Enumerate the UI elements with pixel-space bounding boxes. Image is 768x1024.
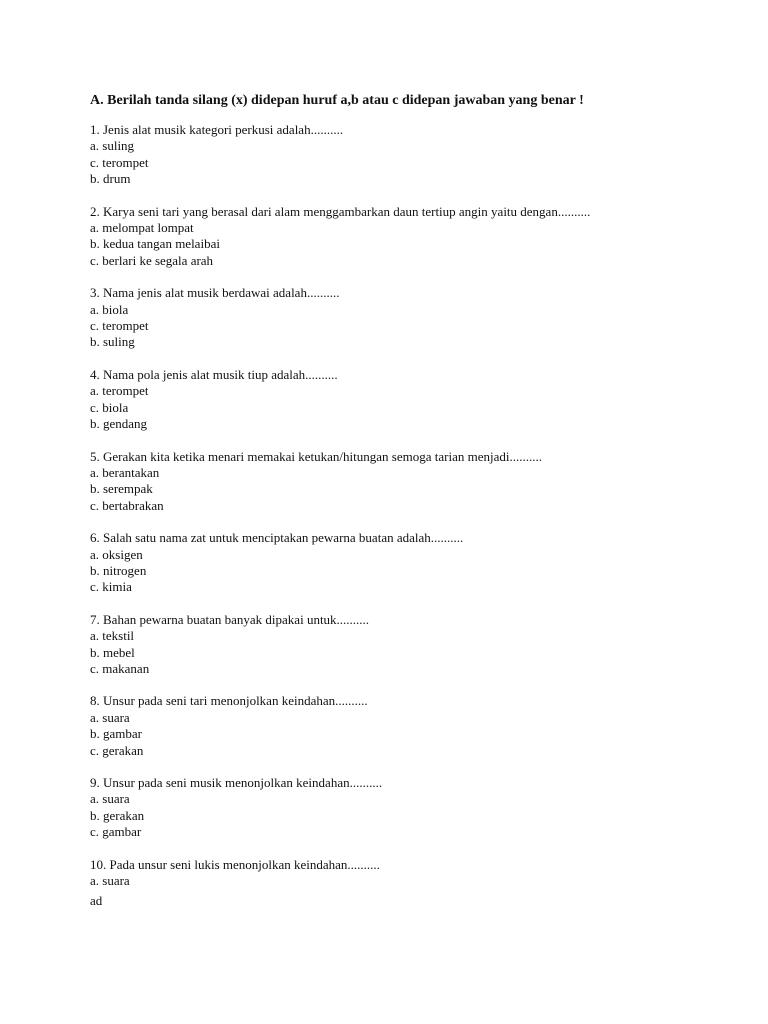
question-4 bbox=[90, 367, 750, 433]
option: c. kimia bbox=[90, 579, 132, 595]
option: c. terompet bbox=[90, 154, 149, 170]
question-text: 8. Unsur pada seni tari menonjolkan keindahan.......... bbox=[90, 693, 368, 709]
question-5 bbox=[90, 449, 750, 515]
question-7 bbox=[90, 612, 750, 678]
option: c. gambar bbox=[90, 824, 142, 840]
question-text: 9. Unsur pada seni musik menonjolkan keindahan.......... bbox=[90, 775, 383, 790]
option: a. berantakan bbox=[90, 464, 160, 480]
question-10 bbox=[90, 857, 750, 890]
option: c. makanan bbox=[90, 660, 150, 676]
question-6 bbox=[90, 530, 750, 596]
question-text: 6. Salah satu nama zat untuk menciptakan pewarna buatan adalah.......... bbox=[90, 530, 464, 546]
trailing-text: ad bbox=[90, 893, 103, 908]
option: c. gerakan bbox=[90, 742, 144, 758]
option: b. suling bbox=[90, 334, 135, 350]
option: b. gendang bbox=[90, 416, 148, 432]
option: a. oksigen bbox=[90, 546, 143, 562]
option: a. suara bbox=[90, 709, 130, 725]
question-9 bbox=[90, 775, 750, 841]
question-1 bbox=[90, 122, 750, 188]
option: c. biola bbox=[90, 399, 129, 415]
option: c. berlari ke segala arah bbox=[90, 252, 214, 268]
option: a. suara bbox=[90, 873, 130, 889]
option: a. biola bbox=[90, 301, 129, 317]
question-text: 2. Karya seni tari yang berasal dari alam menggambarkan daun tertiup angin yaitu dengan.......... bbox=[90, 203, 591, 219]
option: a. melompat lompat bbox=[90, 220, 194, 236]
question-text: 5. Gerakan kita ketika menari memakai ketukan/hitungan semoga tarian menjadi.......... bbox=[90, 448, 542, 464]
option: b. gambar bbox=[90, 726, 142, 742]
question-text: 4. Nama pola jenis alat musik tiup adalah.......... bbox=[90, 366, 338, 382]
option: a. tekstil bbox=[90, 628, 135, 644]
option: b. kedua tangan melaibai bbox=[90, 236, 220, 252]
question-2 bbox=[90, 204, 750, 270]
option: a. suling bbox=[90, 138, 135, 154]
question-text: 7. Bahan pewarna buatan banyak dipakai untuk.......... bbox=[90, 611, 370, 627]
section-heading: A. Berilah tanda silang (x) didepan huruf a,b atau c didepan jawaban yang benar ! bbox=[90, 93, 584, 108]
question-text: 10. Pada unsur seni lukis menonjolkan keindahan.......... bbox=[90, 856, 380, 872]
option: a. terompet bbox=[90, 383, 149, 399]
question-3 bbox=[90, 285, 750, 351]
option: c. terompet bbox=[90, 318, 149, 334]
document-page bbox=[90, 92, 750, 905]
option: b. gerakan bbox=[90, 807, 145, 823]
option: a. suara bbox=[90, 791, 130, 807]
question-text: 1. Jenis alat musik kategori perkusi adalah.......... bbox=[90, 122, 344, 137]
option: c. bertabrakan bbox=[90, 497, 164, 513]
option: b. serempak bbox=[90, 481, 153, 497]
option: b. mebel bbox=[90, 644, 135, 660]
option: b. drum bbox=[90, 171, 131, 187]
question-8 bbox=[90, 693, 750, 759]
option: b. nitrogen bbox=[90, 562, 147, 578]
question-text: 3. Nama jenis alat musik berdawai adalah.......... bbox=[90, 285, 340, 301]
